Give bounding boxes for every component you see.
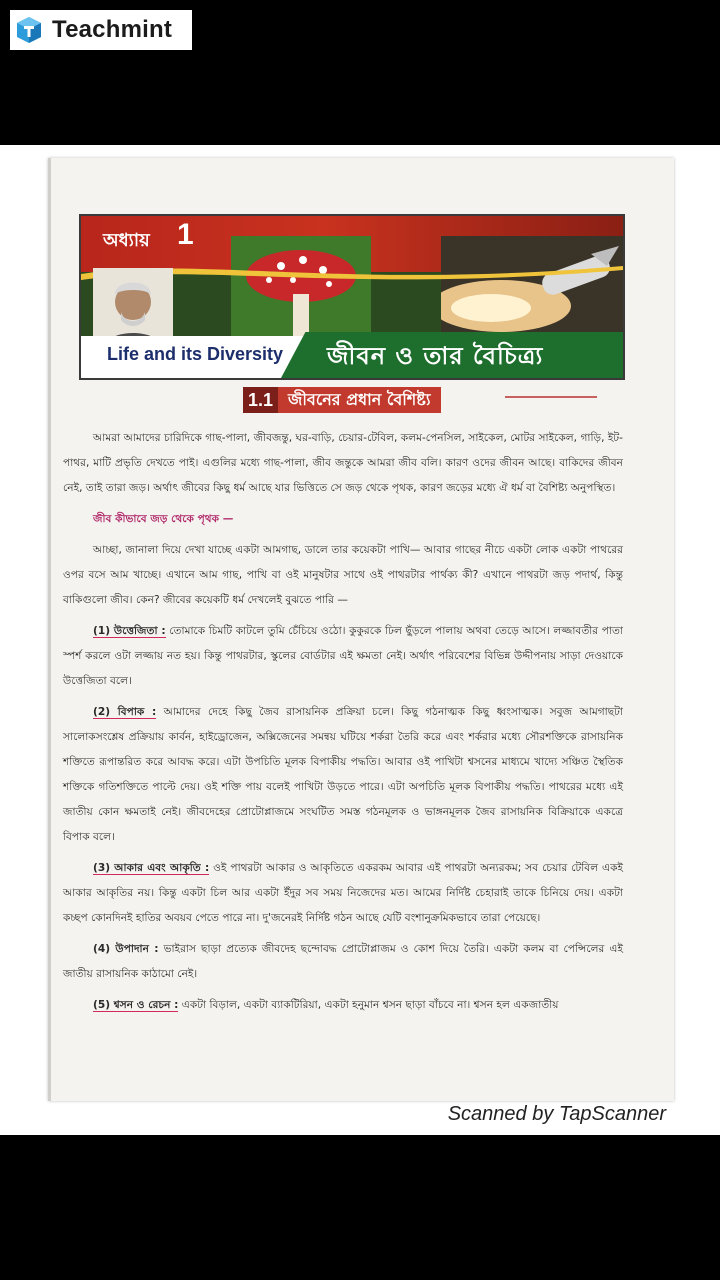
term-shape: (3) আকার এবং আকৃতি : xyxy=(93,862,210,874)
text-irritability: তোমাকে চিমটি কাটলে তুমি চেঁচিয়ে ওঠো। কুকুরকে ঢিল ছুঁড়লে পালায় অথবা তেড়ে আসে। লজ্জাবতীর পাতা স্পর্শ করলে ওটা লজ্জায় নত হয়। কিন্তু পাথরটার, স্কুলের বোর্ডটার এই ক্ষমতা নেই। অর্থাৎ পরিবেশের বিভিন্ন উদ্দীপনায় সাড়া দেওয়াকে উত্তেজিতা বলে। xyxy=(63,625,623,687)
chapter-bengali-title: জীবন ও তার বৈচিত্র্য xyxy=(327,342,544,370)
section-number: 1.1 xyxy=(243,387,278,413)
textbook-page xyxy=(48,158,674,1101)
teachmint-cube-logo-icon xyxy=(14,15,44,45)
term-composition: (4) উপাদান : xyxy=(93,943,159,955)
body-text xyxy=(63,426,623,1024)
term-irritability: (1) উত্তেজিতা : xyxy=(93,625,166,637)
scanner-watermark: Scanned by TapScanner xyxy=(447,1103,666,1125)
teachmint-brand-badge xyxy=(10,10,192,50)
property-respiration xyxy=(63,993,623,1018)
section-heading xyxy=(243,387,441,413)
text-metabolism: আমাদের দেহে কিছু জৈব রাসায়নিক প্রক্রিয়া চলে। কিছু গঠনাত্মক কিছু ধ্বংসাত্মক। সবুজ আমগাছটা সালোকসংশ্লেষ প্রক্রিয়ায় কার্বন, হাইড্রোজেন, অক্সিজেনের সমন্বয় ঘটিয়ে শর্করা তৈরি করে এবং শর্করার মধ্যে সৌরশক্তিকে রাসায়নিক শক্তিতে রূপান্তরিত করে আবদ্ধ করে। এটা উপচিতি মূলক বিপাকীয় পদ্ধতি। আবার ওই পাখিটা শ্বসনের মাধ্যমে খাদ্যে সঞ্চিত স্থৈতিক শক্তিকে গতিশক্তিতে পাল্টে দেয়। ওই শক্তি পায় বলেই পাখিটা উড়তে পারে। এটা অপচিতি মূলক বিপাকীয় পদ্ধতি। পাথরের মধ্যে এই জাতীয় কোন ক্ষমতাই নেই। জীবদেহের প্রোটোপ্লাজমে সংঘটিত সমস্ত গঠনমূলক ও ভাঙ্গনমূলক জৈব রাসায়নিক বিক্রিয়াকে একত্রে বিপাক বলে। xyxy=(63,706,624,843)
question-heading: জীব কীভাবে জড় থেকে পৃথক — xyxy=(93,513,234,525)
property-metabolism xyxy=(63,700,623,850)
property-shape xyxy=(63,856,623,931)
chapter-banner xyxy=(79,214,625,380)
term-respiration: (5) শ্বসন ও রেচন : xyxy=(93,999,179,1011)
brand-name: Teachmint xyxy=(52,16,173,43)
chapter-label: অধ্যায় xyxy=(103,230,150,251)
section-rule xyxy=(505,396,597,398)
scanned-document-area xyxy=(0,145,720,1135)
text-respiration: একটা বিড়াল, একটা ব্যাকটিরিয়া, একটা হনুমান শ্বসন ছাড়া বাঁচবে না। শ্বসন হল একজাতীয় xyxy=(181,999,559,1011)
text-shape: ওই পাথরটা আকার ও আকৃতিতে একরকম আবার এই পাথরটা অন্যরকম; সব চেয়ার টেবিল একই আকার আকৃতির নয়। কিন্তু একটা চিল আর একটা ইঁদুর সব সময় নিজেদের মত। আমের নির্দিষ্ট চেহারাই তাকে চিনিয়ে দেয়। একটা কচ্ছপ কোনদিনই হাতির অবয়ব পেতে পারে না। দু'জনেরই নির্দিষ্ট গঠন আছে যেটি বংশানুক্রমিকভাবে তারা পেয়েছে। xyxy=(63,862,624,924)
text-composition: ভাইরাস ছাড়া প্রত্যেক জীবদেহ ছন্দোবদ্ধ প্রোটোপ্লাজম ও কোশ দিয়ে তৈরি। একটা কলম বা পেন্সিলের এই জাতীয় রাসায়নিক কাঠামো নেই। xyxy=(63,943,623,980)
intro-paragraph: আমরা আমাদের চারিদিকে গাছ-পালা, জীবজন্তু, ঘর-বাড়ি, চেয়ার-টেবিল, কলম-পেনসিল, সাইকেল, মোটর সাইকেল, গাড়ি, ইট-পাথর, মাটি প্রভৃতি দেখতে পাই। এগুলির মধ্যে গাছ-পালা, জীব জন্তুকে আমরা জীব বলি। কারণ ওদের জীবন আছে। বাকিদের জীবন নেই, তাই তারা জড়। অর্থাৎ জীবের কিছু ধর্ম আছে যার ভিত্তিতে সে জড় থেকে পৃথক, কারণ জড়ের মধ্যে ঐ ধর্ম বা বৈশিষ্ট্য অনুপস্থিত। xyxy=(63,432,623,494)
section-title: জীবনের প্রধান বৈশিষ্ট্য xyxy=(278,387,440,413)
example-paragraph: আচ্ছা, জানালা দিয়ে দেখা যাচ্ছে একটা আমগাছ, ডালে তার কয়েকটা পাখি— আবার গাছের নীচে একটা লোক একটা পাথরের ওপর বসে আম খাচ্ছে। এখানে আম গাছ, পাখি বা ওই মানুষটার সাথে ওই পাথরটার পার্থক্য কী? এখানে পাথরটা জড় পদার্থ, কিন্তু বাকিগুলো জীব। কেন? জীবের কয়েকটি ধর্ম দেখলেই বুঝতে পারি — xyxy=(63,544,623,606)
chapter-number: 1 xyxy=(177,218,194,251)
property-irritability xyxy=(63,619,623,694)
mushroom-illustration-icon xyxy=(231,236,371,346)
term-metabolism: (2) বিপাক : xyxy=(93,706,157,718)
property-composition xyxy=(63,937,623,987)
chapter-english-title: Life and its Diversity xyxy=(107,344,284,364)
